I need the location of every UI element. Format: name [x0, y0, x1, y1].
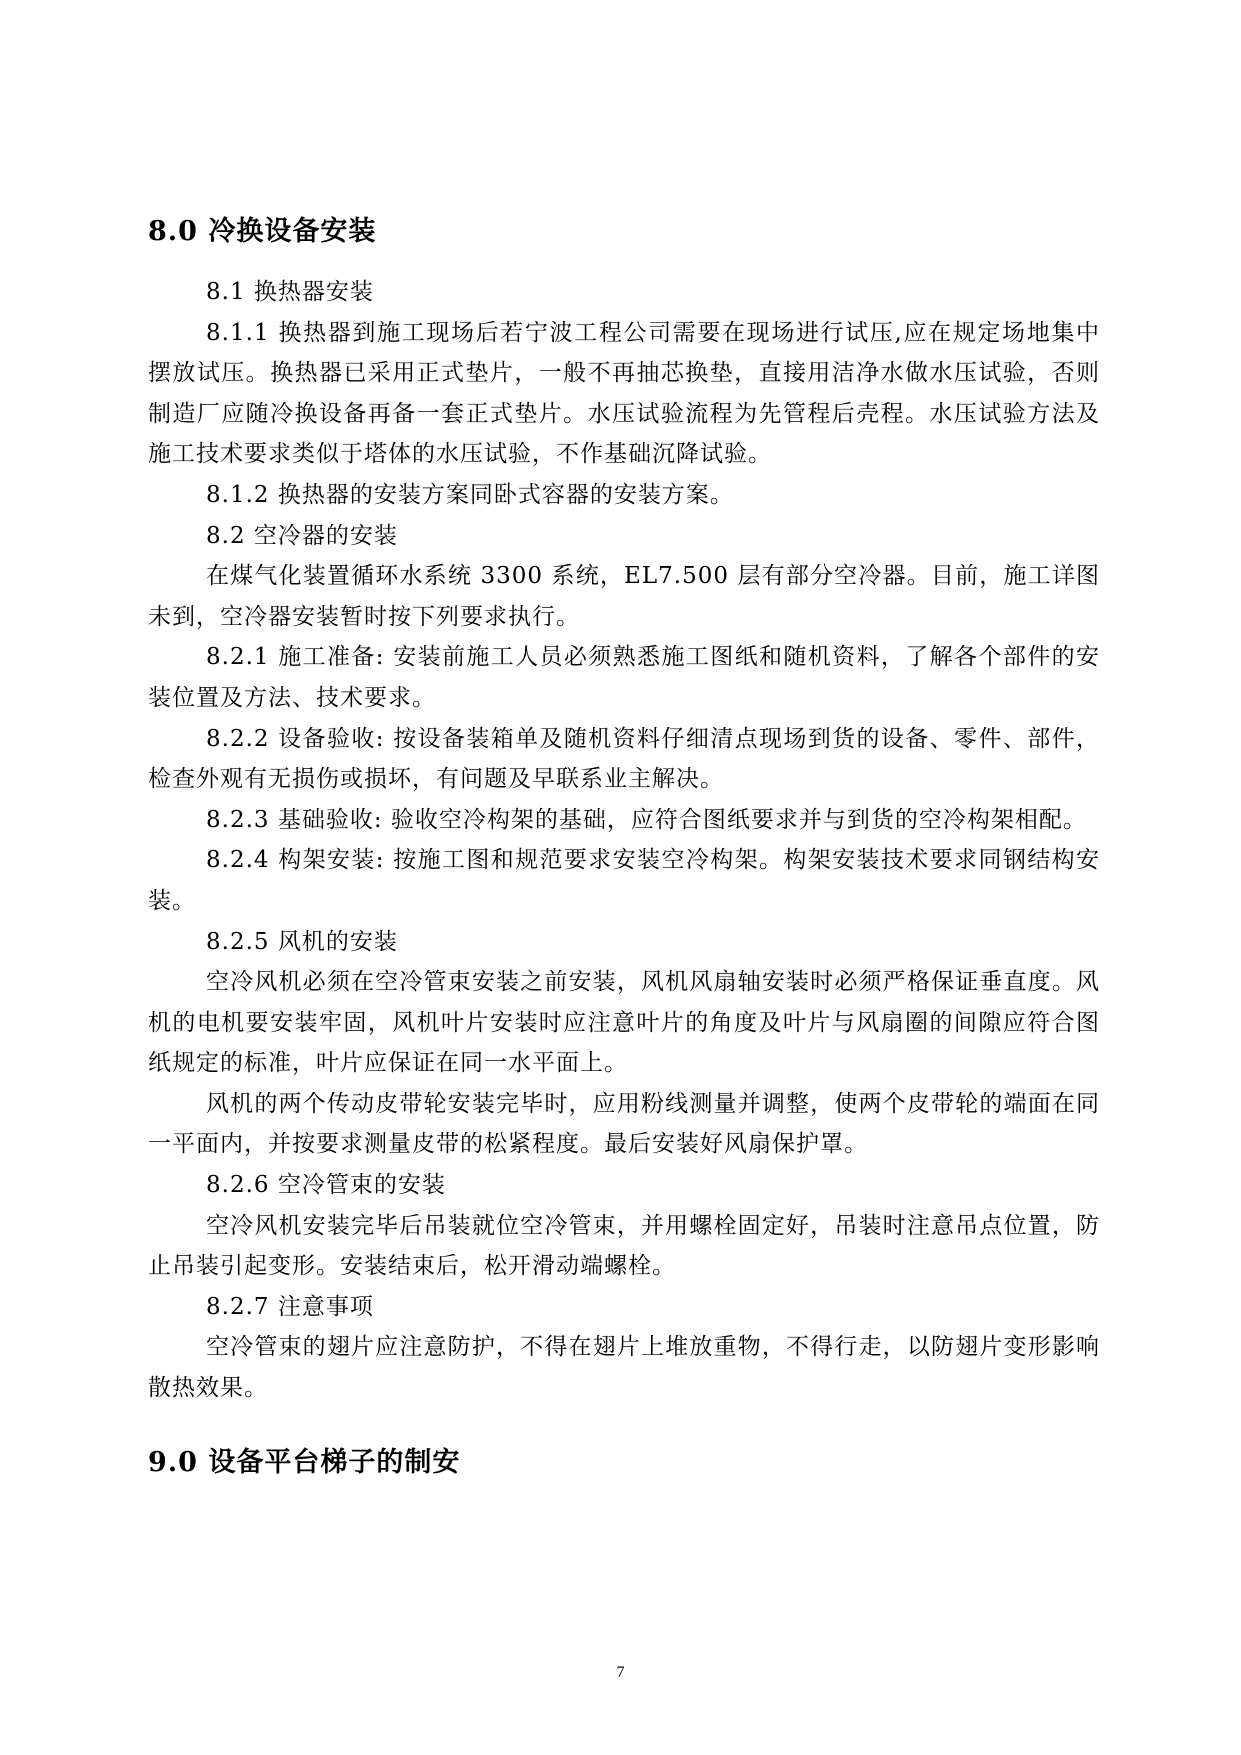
subsection-heading: 8.2.7 注意事项 — [206, 1293, 374, 1320]
paragraph: 空冷风机必须在空冷管束安装之前安装，风机风扇轴安装时必须严格保证垂直度。风机的电机要安装牢固，风机叶片安装时应注意叶片的角度及叶片与风扇圈的间隙应符合图纸规定的标准，叶片应保证在同一水平面上。 — [148, 969, 1100, 1077]
subsection-heading: 8.2.6 空冷管束的安装 — [206, 1172, 446, 1199]
paragraph: 风机的两个传动皮带轮安装完毕时，应用粉线测量并调整，使两个皮带轮的端面在同一平面内，并按要求测量皮带的松紧程度。最后安装好风扇保护罩。 — [148, 1090, 1100, 1158]
section-heading-9: 9.0 设备平台梯子的制安 — [148, 1446, 461, 1478]
paragraph: 8.1.1 换热器到施工现场后若宁波工程公司需要在现场进行试压,应在规定场地集中摆放试压。换热器已采用正式垫片，一般不再抽芯换垫，直接用洁净水做水压试验，否则制造厂应随冷换设备再备一套正式垫片。水压试验流程为先管程后壳程。水压试验方法及施工技术要求类似于塔体的水压试验，不作基础沉降试验。 — [148, 319, 1100, 468]
page-number: 7 — [616, 1664, 625, 1681]
paragraph: 8.2.4 构架安装: 按施工图和规范要求安装空冷构架。构架安装技术要求同钢结构安装。 — [148, 847, 1100, 914]
paragraph: 在煤气化装置循环水系统 3300 系统，EL7.500 层有部分空冷器。目前，施工详图未到，空冷器安装暂时按下列要求执行。 — [148, 563, 1100, 630]
paragraph: 8.2.1 施工准备: 安装前施工人员必须熟悉施工图纸和随机资料，了解各个部件的安装位置及方法、技术要求。 — [148, 644, 1100, 711]
page-content — [148, 212, 1100, 1483]
paragraph: 空冷管束的翅片应注意防护，不得在翅片上堆放重物，不得行走，以防翅片变形影响散热效果。 — [148, 1334, 1100, 1402]
paragraph: 空冷风机安装完毕后吊装就位空冷管束，并用螺栓固定好，吊装时注意吊点位置，防止吊装引起变形。安装结束后，松开滑动端螺栓。 — [148, 1212, 1100, 1280]
paragraph: 8.1.2 换热器的安装方案同卧式容器的安装方案。 — [206, 481, 734, 508]
paragraph: 8.2.2 设备验收: 按设备装箱单及随机资料仔细清点现场到货的设备、零件、部件，检查外观有无损伤或损坏，有问题及早联系业主解决。 — [148, 725, 1100, 793]
subsection-heading: 8.1 换热器安装 — [206, 279, 374, 305]
section-heading-8: 8.0 冷换设备安装 — [148, 216, 377, 247]
subsection-heading: 8.2.5 风机的安装 — [206, 928, 398, 955]
paragraph: 8.2.3 基础验收: 验收空冷构架的基础，应符合图纸要求并与到货的空冷构架相配。 — [206, 806, 1087, 833]
subsection-heading: 8.2 空冷器的安装 — [206, 522, 398, 549]
